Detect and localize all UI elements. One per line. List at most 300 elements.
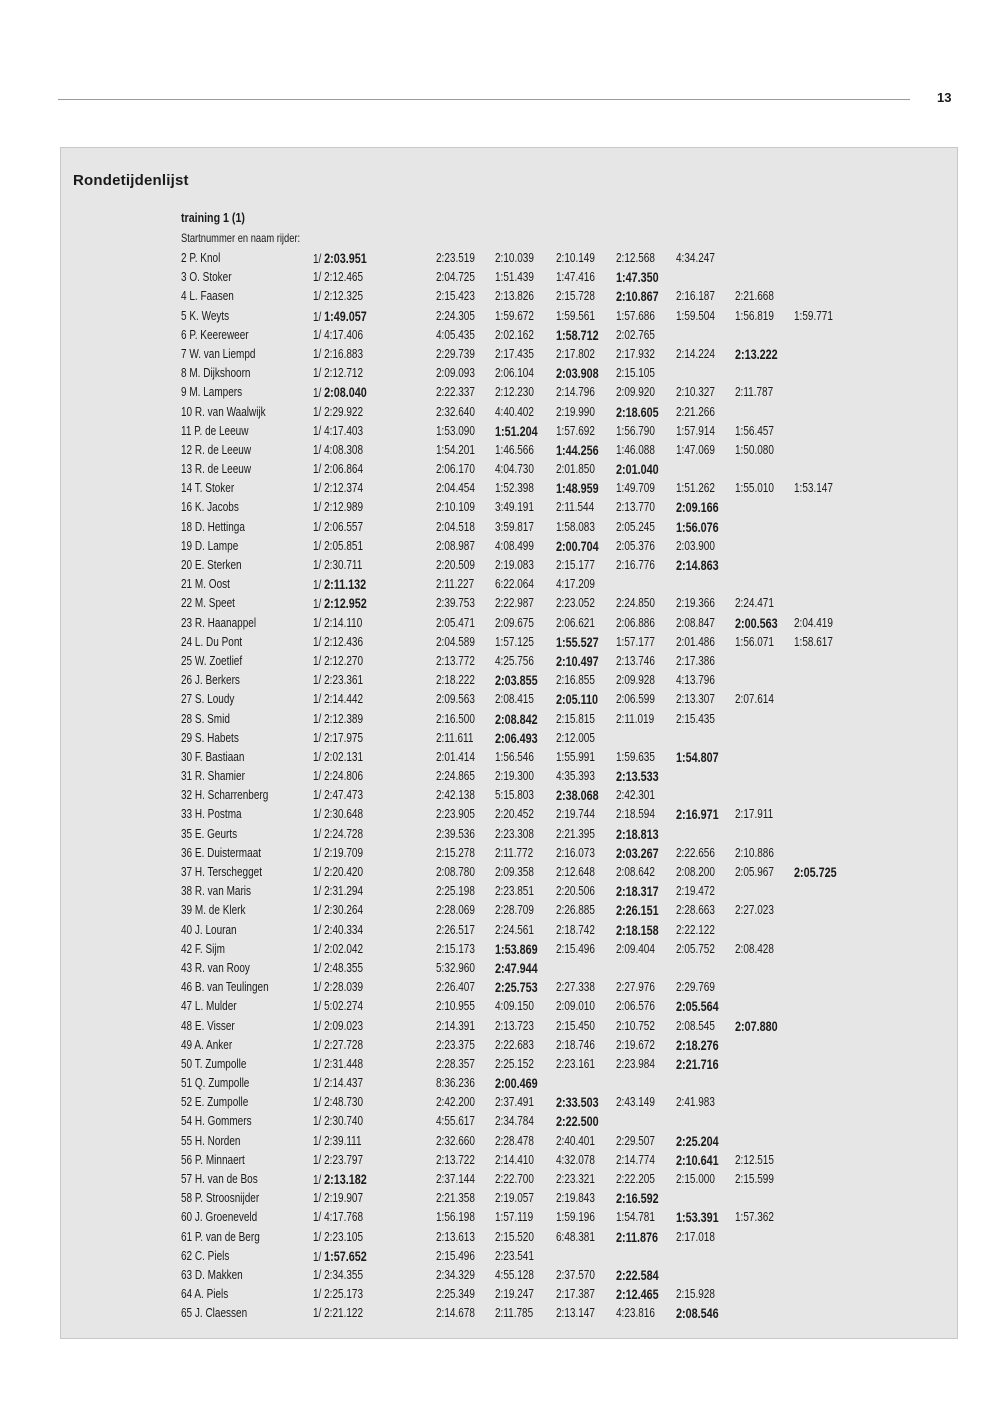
rider-name: 64 A. Piels (181, 1287, 229, 1302)
rider-name: 50 T. Zumpolle (181, 1056, 247, 1071)
lap-time: 2:14.437 (324, 1076, 364, 1091)
lap-time: 2:47.473 (324, 788, 364, 803)
lap-prefix: 1/ (313, 692, 325, 707)
lap-time: 2:09.010 (556, 999, 595, 1014)
rider-name: 16 K. Jacobs (181, 500, 239, 515)
rider-name: 14 T. Stoker (181, 481, 235, 496)
first-lap-time (313, 671, 363, 690)
table-row (0, 1285, 986, 1304)
lap-time: 1:57.692 (556, 423, 595, 438)
lap-prefix: 1/ (313, 845, 325, 860)
best-lap-time: 2:21.716 (676, 1056, 719, 1072)
rider-name: 62 C. Piels (181, 1248, 230, 1263)
lap-time: 2:29.739 (436, 346, 475, 361)
table-row (0, 901, 986, 920)
lap-time: 2:09.675 (495, 615, 534, 630)
lap-time: 1:55.991 (556, 749, 595, 764)
table-row (0, 1228, 986, 1247)
lap-time: 2:19.472 (676, 884, 715, 899)
best-lap-time: 2:25.753 (495, 980, 538, 996)
rider-name: 40 J. Louran (181, 922, 237, 937)
lap-time: 2:23.984 (616, 1056, 655, 1071)
table-row (0, 1304, 986, 1323)
lap-time: 2:23.541 (495, 1248, 534, 1263)
first-lap-time (313, 1189, 363, 1208)
lap-time: 1:50.080 (735, 442, 774, 457)
table-row (0, 1208, 986, 1227)
lap-time: 2:05.376 (616, 538, 655, 553)
lap-time: 2:13.826 (495, 289, 534, 304)
lap-time: 2:12.712 (324, 366, 364, 381)
best-lap-time: 1:56.076 (676, 519, 719, 535)
lap-time: 2:27.338 (556, 980, 595, 995)
table-row (0, 307, 986, 326)
lap-time: 2:30.711 (324, 558, 363, 572)
lap-time: 2:37.491 (495, 1095, 534, 1110)
lap-prefix: 1/ (313, 1018, 325, 1033)
lap-prefix: 1/ (313, 386, 325, 401)
lap-time: 2:24.806 (324, 769, 364, 784)
lap-prefix: 1/ (313, 1191, 325, 1206)
lap-time: 2:09.563 (436, 692, 475, 707)
lap-time: 4:32.078 (556, 1152, 595, 1167)
lap-time: 1:57.177 (616, 634, 655, 649)
lap-time: 2:21.122 (324, 1306, 364, 1321)
table-row (0, 1074, 986, 1093)
lap-time: 2:17.975 (324, 730, 364, 745)
lap-time: 2:18.222 (436, 673, 475, 688)
rider-name: 37 H. Terschegget (181, 865, 262, 879)
best-lap-time: 2:13.222 (735, 346, 778, 362)
lap-time: 2:12.005 (556, 730, 595, 745)
lap-time: 2:08.780 (436, 865, 475, 879)
first-lap-time (313, 1266, 363, 1285)
lap-prefix: 1/ (313, 653, 325, 668)
lap-time: 2:13.307 (676, 692, 715, 707)
lap-prefix: 1/ (313, 404, 325, 419)
lap-time: 2:10.149 (556, 251, 595, 265)
lap-time: 2:05.471 (436, 615, 475, 630)
lap-time: 2:12.230 (495, 385, 534, 400)
lap-prefix: 1/ (313, 1095, 325, 1110)
lap-time: 2:10.752 (616, 1018, 655, 1033)
lap-time: 1:47.069 (676, 442, 715, 457)
best-lap-time: 1:54.807 (676, 749, 719, 765)
lap-time: 2:18.594 (616, 807, 655, 822)
best-lap-time: 2:10.867 (616, 289, 659, 305)
lap-time: 2:15.177 (556, 558, 595, 572)
best-lap-time: 2:18.813 (616, 826, 659, 842)
lap-time: 2:13.723 (495, 1018, 534, 1033)
lap-time: 2:05.245 (616, 519, 655, 534)
lap-time: 2:31.294 (324, 884, 364, 899)
lap-time: 2:39.536 (436, 826, 475, 841)
lap-time: 2:10.327 (676, 385, 715, 400)
rider-name: 9 M. Lampers (181, 385, 243, 400)
lap-prefix: 1/ (313, 960, 325, 975)
lap-time: 2:26.517 (436, 922, 475, 937)
lap-prefix: 1/ (313, 462, 325, 477)
lap-time: 2:12.515 (735, 1152, 774, 1167)
best-lap-time: 2:11.876 (616, 1229, 659, 1245)
best-lap-time: 2:38.068 (556, 788, 599, 804)
lap-time: 2:21.266 (676, 404, 715, 419)
lap-time: 4:17.406 (324, 327, 364, 342)
lap-times-table (0, 249, 986, 1324)
lap-prefix: 1/ (313, 366, 325, 381)
first-lap-time (313, 844, 363, 863)
table-row (0, 383, 986, 402)
lap-time: 6:48.381 (556, 1229, 595, 1244)
lap-time: 2:27.976 (616, 980, 655, 995)
lap-prefix: 1/ (313, 730, 325, 745)
lap-time: 4:40.402 (495, 404, 534, 419)
lap-time: 2:42.200 (436, 1095, 475, 1110)
lap-time: 1:59.196 (556, 1210, 595, 1225)
best-lap-time: 2:05.110 (556, 692, 599, 708)
best-lap-time: 2:18.276 (676, 1037, 719, 1053)
lap-time: 2:32.640 (436, 404, 475, 419)
table-row (0, 364, 986, 383)
lap-time: 2:10.886 (735, 845, 774, 860)
lap-time: 2:43.149 (616, 1095, 655, 1110)
lap-time: 4:17.209 (556, 577, 595, 592)
lap-time: 2:18.742 (556, 922, 595, 937)
lap-time: 1:56.457 (735, 423, 774, 438)
lap-prefix: 1/ (313, 442, 325, 457)
lap-time: 2:29.769 (676, 980, 715, 995)
lap-time: 2:16.187 (676, 289, 715, 304)
lap-time: 2:34.784 (495, 1114, 534, 1129)
first-lap-time (313, 652, 363, 671)
rider-name: 7 W. van Liempd (181, 346, 256, 361)
table-row (0, 1017, 986, 1036)
lap-time: 2:31.448 (324, 1056, 364, 1071)
lap-time: 2:48.355 (324, 960, 364, 975)
lap-time: 2:12.270 (324, 653, 364, 668)
best-lap-time: 2:47.944 (495, 960, 538, 976)
best-lap-time: 1:58.712 (556, 327, 599, 343)
lap-time: 2:06.886 (616, 615, 655, 630)
first-lap-time (313, 940, 363, 959)
table-row (0, 863, 986, 882)
lap-time: 2:12.389 (324, 711, 364, 726)
lap-time: 6:22.064 (495, 577, 534, 592)
table-row (0, 268, 986, 287)
lap-time: 8:36.236 (436, 1076, 475, 1091)
first-lap-time (313, 1208, 363, 1227)
first-lap-time (313, 1093, 363, 1112)
lap-time: 2:30.264 (324, 903, 364, 918)
rider-name: 56 P. Minnaert (181, 1152, 245, 1167)
lap-prefix: 1/ (313, 788, 325, 803)
lap-prefix: 1/ (313, 519, 325, 534)
best-lap-time: 2:05.564 (676, 999, 719, 1015)
first-lap-time (313, 575, 366, 595)
lap-time: 2:17.018 (676, 1229, 715, 1244)
first-lap-time (313, 978, 363, 997)
lap-time: 2:16.855 (556, 673, 595, 688)
lap-prefix: 1/ (313, 1037, 325, 1052)
rider-name: 54 H. Gommers (181, 1114, 252, 1129)
best-lap-time: 1:53.869 (495, 941, 538, 957)
lap-time: 1:59.771 (794, 308, 833, 323)
rider-name: 25 W. Zoetlief (181, 653, 243, 668)
lap-time: 2:19.709 (324, 845, 364, 860)
lap-prefix: 1/ (313, 423, 325, 438)
lap-prefix: 1/ (313, 500, 325, 515)
best-lap-time: 2:00.704 (556, 538, 599, 554)
table-row (0, 805, 986, 824)
lap-time: 5:02.274 (324, 999, 364, 1014)
lap-time: 2:34.329 (436, 1267, 475, 1282)
lap-time: 4:55.128 (495, 1267, 534, 1282)
lap-time: 2:11.227 (436, 577, 475, 592)
lap-time: 2:28.663 (676, 903, 715, 918)
table-row (0, 825, 986, 844)
first-lap-time (313, 1017, 363, 1036)
table-row (0, 690, 986, 709)
lap-time: 2:19.366 (676, 596, 715, 611)
lap-prefix: 1/ (313, 1306, 325, 1321)
lap-time: 2:20.420 (324, 865, 364, 879)
rider-name: 32 H. Scharrenberg (181, 788, 269, 803)
lap-time: 2:14.410 (495, 1152, 534, 1167)
table-row (0, 556, 986, 575)
lap-time: 2:19.907 (324, 1191, 364, 1206)
lap-time: 2:15.599 (735, 1172, 774, 1186)
first-lap-time (313, 268, 363, 287)
table-row (0, 326, 986, 345)
best-lap-time: 2:00.469 (495, 1076, 538, 1092)
lap-time: 1:51.262 (676, 481, 715, 496)
lap-time: 2:14.796 (556, 385, 595, 400)
rider-name: 30 F. Bastiaan (181, 749, 245, 764)
rider-name: 12 R. de Leeuw (181, 442, 252, 457)
lap-time: 1:54.781 (616, 1210, 655, 1225)
rider-name: 8 M. Dijkshoorn (181, 366, 251, 381)
lap-prefix: 1/ (313, 1173, 325, 1187)
table-row (0, 1055, 986, 1074)
lap-prefix: 1/ (313, 999, 325, 1014)
lap-time: 2:19.083 (495, 558, 534, 572)
lap-time: 1:58.617 (794, 634, 833, 649)
lap-time: 2:24.561 (495, 922, 534, 937)
lap-time: 2:19.672 (616, 1037, 655, 1052)
rider-name: 20 E. Sterken (181, 558, 242, 572)
first-lap-time (313, 383, 367, 403)
lap-time: 2:09.404 (616, 941, 655, 956)
lap-time: 2:05.851 (324, 538, 364, 553)
lap-time: 1:57.119 (495, 1210, 534, 1225)
lap-prefix: 1/ (313, 289, 325, 304)
best-lap-time: 1:51.204 (495, 423, 538, 439)
lap-time: 2:15.728 (556, 289, 595, 304)
lap-time: 2:15.105 (616, 366, 655, 381)
best-lap-time: 2:16.971 (676, 807, 719, 823)
rider-name: 23 R. Haanappel (181, 615, 257, 630)
best-lap-time: 2:25.204 (676, 1133, 719, 1149)
lap-time: 1:49.057 (324, 308, 367, 324)
table-row (0, 403, 986, 422)
lap-time: 2:09.358 (495, 865, 534, 879)
lap-time: 2:28.039 (324, 980, 364, 995)
lap-time: 2:19.057 (495, 1191, 534, 1206)
lap-time: 1:58.083 (556, 519, 595, 534)
lap-time: 2:25.198 (436, 884, 475, 899)
lap-time: 1:53.090 (436, 423, 475, 438)
lap-time: 2:16.500 (436, 711, 475, 726)
lap-time: 2:41.983 (676, 1095, 715, 1110)
lap-time: 4:09.150 (495, 999, 534, 1014)
lap-time: 2:23.375 (436, 1037, 475, 1052)
lap-prefix: 1/ (313, 941, 325, 956)
lap-time: 2:08.642 (616, 865, 655, 879)
lap-time: 2:15.520 (495, 1229, 534, 1244)
lap-time: 2:04.454 (436, 481, 475, 496)
table-row (0, 498, 986, 517)
lap-time: 2:17.932 (616, 346, 655, 361)
first-lap-time (313, 1228, 363, 1247)
rider-name: 46 B. van Teulingen (181, 980, 269, 995)
lap-time: 2:06.557 (324, 519, 364, 534)
best-lap-time: 2:08.546 (676, 1306, 719, 1322)
lap-time: 2:17.802 (556, 346, 595, 361)
lap-time: 2:09.928 (616, 673, 655, 688)
table-row (0, 652, 986, 671)
best-lap-time: 2:01.040 (616, 462, 659, 478)
lap-time: 2:06.576 (616, 999, 655, 1014)
lap-time: 2:12.989 (324, 500, 364, 515)
lap-time: 2:27.728 (324, 1037, 364, 1052)
first-lap-time (313, 345, 363, 364)
lap-time: 2:12.436 (324, 634, 364, 649)
rider-name: 11 P. de Leeuw (181, 423, 249, 438)
lap-time: 2:40.401 (556, 1133, 595, 1148)
first-lap-time (313, 1055, 363, 1074)
lap-time: 2:12.325 (324, 289, 364, 304)
lap-time: 2:21.395 (556, 826, 595, 841)
table-row (0, 710, 986, 729)
table-row (0, 921, 986, 940)
lap-time: 2:19.300 (495, 769, 534, 784)
lap-time: 2:01.414 (436, 749, 475, 764)
table-row (0, 729, 986, 748)
lap-time: 2:20.452 (495, 807, 534, 822)
best-lap-time: 1:55.527 (556, 634, 599, 650)
first-lap-time (313, 997, 363, 1016)
table-row (0, 614, 986, 633)
lap-time: 4:08.499 (495, 538, 534, 553)
best-lap-time: 2:13.533 (616, 769, 659, 785)
lap-time: 2:22.683 (495, 1037, 534, 1052)
lap-time: 2:28.709 (495, 903, 534, 918)
table-row (0, 537, 986, 556)
best-lap-time: 2:16.592 (616, 1191, 659, 1207)
lap-time: 4:05.435 (436, 327, 475, 342)
first-lap-time (313, 364, 363, 383)
lap-time: 2:08.987 (436, 538, 475, 553)
table-row (0, 748, 986, 767)
lap-time: 2:06.104 (495, 366, 534, 381)
lap-prefix: 1/ (313, 1229, 325, 1244)
lap-time: 2:37.570 (556, 1267, 595, 1282)
table-row (0, 460, 986, 479)
table-row (0, 959, 986, 978)
lap-prefix: 1/ (313, 558, 325, 572)
best-lap-time: 2:10.641 (676, 1152, 719, 1168)
lap-time: 2:26.885 (556, 903, 595, 918)
table-row (0, 518, 986, 537)
lap-time: 2:22.700 (495, 1172, 534, 1186)
best-lap-time: 2:03.908 (556, 366, 599, 382)
lap-time: 2:39.111 (324, 1133, 362, 1148)
rider-name: 38 R. van Maris (181, 884, 252, 899)
first-lap-time (313, 1247, 367, 1267)
section-title: Rondetijdenlijst (73, 172, 189, 189)
lap-time: 2:08.200 (676, 865, 715, 879)
first-lap-time (313, 537, 363, 556)
lap-time: 2:11.132 (324, 577, 367, 593)
lap-time: 2:09.920 (616, 385, 655, 400)
lap-time: 2:28.069 (436, 903, 475, 918)
lap-time: 4:17.403 (324, 423, 364, 438)
lap-time: 1:47.416 (556, 270, 595, 285)
lap-time: 2:23.797 (324, 1152, 364, 1167)
lap-prefix: 1/ (313, 346, 325, 361)
lap-time: 2:30.648 (324, 807, 364, 822)
table-row (0, 441, 986, 460)
lap-prefix: 1/ (313, 980, 325, 995)
lap-time: 2:05.752 (676, 941, 715, 956)
page-number: 13 (937, 90, 952, 105)
lap-time: 2:08.545 (676, 1018, 715, 1033)
first-lap-time (313, 882, 363, 901)
lap-time: 2:11.019 (616, 711, 655, 726)
lap-time: 2:14.224 (676, 346, 715, 361)
lap-time: 2:15.496 (436, 1248, 475, 1263)
first-lap-time (313, 921, 363, 940)
best-lap-time: 2:05.725 (794, 865, 837, 880)
rider-name: 65 J. Claessen (181, 1306, 248, 1321)
first-lap-time (313, 1151, 363, 1170)
best-lap-time: 1:47.350 (616, 270, 659, 286)
table-row (0, 633, 986, 652)
first-lap-time (313, 614, 362, 633)
rider-name: 13 R. de Leeuw (181, 462, 252, 477)
lap-time: 2:11.544 (556, 500, 595, 515)
best-lap-time: 2:03.855 (495, 673, 538, 689)
lap-time: 4:23.816 (616, 1306, 655, 1321)
lap-prefix: 1/ (313, 903, 325, 918)
lap-time: 3:49.191 (495, 500, 534, 515)
lap-time: 2:09.093 (436, 366, 475, 381)
lap-time: 2:48.730 (324, 1095, 364, 1110)
lap-prefix: 1/ (313, 252, 325, 266)
lap-time: 4:17.768 (324, 1210, 364, 1225)
table-row (0, 594, 986, 613)
table-row (0, 1132, 986, 1151)
lap-time: 2:13.722 (436, 1152, 475, 1167)
lap-prefix: 1/ (313, 865, 325, 879)
lap-time: 2:15.423 (436, 289, 475, 304)
lap-time: 2:14.678 (436, 1306, 475, 1321)
first-lap-time (313, 518, 363, 537)
lap-time: 2:23.321 (556, 1172, 595, 1186)
lap-time: 2:30.740 (324, 1114, 364, 1129)
lap-time: 5:32.960 (436, 960, 475, 975)
lap-prefix: 1/ (313, 1114, 325, 1129)
